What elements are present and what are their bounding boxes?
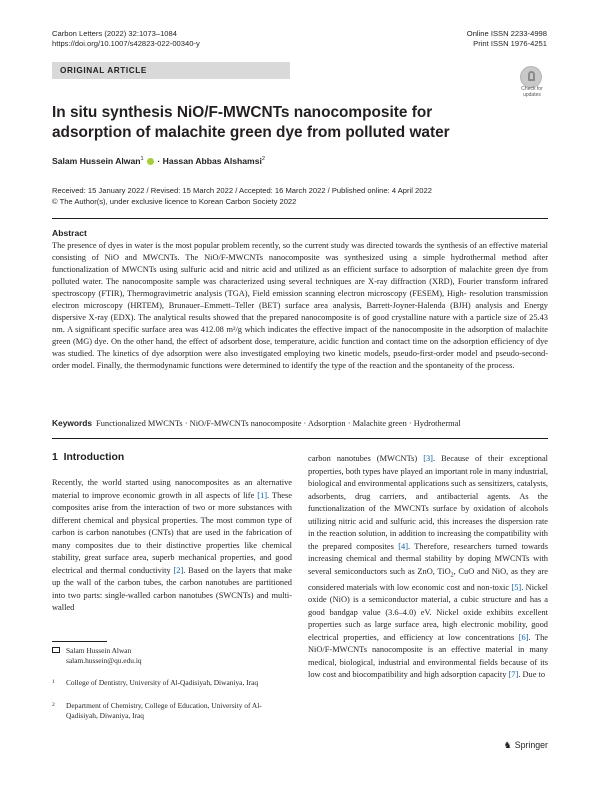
intro-column-right: carbon nanotubes (MWCNTs) [3]. Because of their exceptional properties, both types have played an important role in many industrial, biological and environmental applications such as sensitizers, catalysts, adsorbents, drug carriers, and antibacterial agents. As the functionalization of the MWCNTs surface by oxidation of alcohols utilizing nitric acid and sulfuric acid, this increases the dispersion rate in the reaction solution, in addition to increasing the compatibility with the prepared composites [4]. Therefore, researchers turned towards increasing chemical and thermal stability by doping MWCNTs with several semiconductors such as ZnO, TiO$_2$, CuO and NiO, as they are considered materials with low economic cost and non-toxic [5]. Nickel oxide (NiO) is a semiconductor material, a cubic structure and has a good bandgap value (3.6–4.0) eV. Nickel oxide exhibits excellent properties such as large surface area, high electronic mobility, good electrical properties, and efficiency at low concentrations [6]. The NiO/F-MWCNTs nanocomposite is an effective material in many medical, biological, industrial and environmental fields because of its low cost and biocompatibility and high adsorption capacity [7]. Due to bbox=[308, 454, 548, 680]
divider bbox=[52, 218, 548, 219]
affiliation-number: 2 bbox=[52, 702, 55, 708]
affiliation-marker: 1 bbox=[140, 156, 144, 162]
affiliation-text: College of Dentistry, University of Al-Qadisiyah, Diwaniya, Iraq bbox=[66, 678, 259, 687]
abstract-text: The presence of dyes in water is the most popular problem recently, so the current study was directed towards the synthesis of an effective material consisting of NiO and MWCNTs. The NiO/F-MWCNTs nanocomposite was synthesized using a simple hydrothermal method after functionalization of MWCNTs using sulfuric acid and nitric acid and utilized as an efficient surface to adsorption of malachite green dye from polluted water. The nanocomposite sample was characterized using several techniques are X-ray diffraction (XRD), Fourier transform infrared spectroscopy (FTIR), Thermogravimetric analysis (TGA), Field emission scanning electron microscopy (FESEM), High- resolution transmission electron microscopy (HRTEM), Brunauer–Emmett–Teller (BET) surface area analysis, Barrett-Joyner-Halenda (BJH) analysis and Energy dispersive X-ray (EDX). The analytical results showed that the prepared nanocomposite is of good crystalline nature with a particle size of 25.43 nm. A significant specific surface area was 412.08 m²/g which indicates the effective impact of the nanocomposite in the adsorption of malachite green (MG) dye. On the other hand, the effect of adsorbent dose, temperature, acidic function and contact time on the adsorption efficiency of dye was studied. The kinetics of dye adsorption were also investigated employing two kinetic models, pseudo-first-order model and pseudo-second-order model. Finally, the thermodynamic functions were determined to identify the type of the reaction and the spontaneity of the process. bbox=[52, 241, 548, 370]
journal-header bbox=[52, 29, 200, 49]
publisher-logo bbox=[504, 740, 548, 751]
citation-link[interactable]: [1] bbox=[257, 490, 268, 500]
affiliation-marker: 2 bbox=[261, 156, 265, 162]
journal-citation: Carbon Letters (2022) 32:1073–1084 bbox=[52, 29, 177, 38]
affiliation-2 bbox=[52, 701, 282, 723]
author-separator: · bbox=[155, 156, 163, 166]
check-updates-text: Check for updates bbox=[521, 86, 543, 98]
intro-column-left: Recently, the world started using nanocomposites as an alternative material to improve economic growth in all aspects of life [1]. These composites arise from the interaction of two or more substances with different chemical and physical properties. The most common type of carbon is carbon nanotubes (CNTs) that are used in the fabrication of many composites due to their distinctive properties like chemical stability, great surface area, superb mechanical properties, and good electrical and thermal conductivity [2]. Based on the layers that make up the wall of the carbon tubes, the carbon nanotubes are partitioned into two parts: single-walled carbon nanotubes (SWCNTs) and multi-walled bbox=[52, 478, 292, 612]
author-list bbox=[52, 154, 265, 167]
issn-block bbox=[467, 29, 547, 49]
article-type-label: ORIGINAL ARTICLE bbox=[52, 62, 290, 79]
springer-horse-icon: ♞ bbox=[503, 740, 512, 750]
contact-email[interactable]: salam.hussein@qu.edu.iq bbox=[66, 656, 142, 665]
article-title: In situ synthesis NiO/F-MWCNTs nanocomposite for adsorption of malachite green dye from polluted water bbox=[52, 104, 450, 141]
envelope-icon bbox=[52, 647, 60, 653]
dates-line: Received: 15 January 2022 / Revised: 15 March 2022 / Accepted: 16 March 2022 / Published online: 4 April 2022 bbox=[52, 186, 432, 195]
bookmark-icon bbox=[520, 66, 542, 88]
affiliation-1 bbox=[52, 678, 282, 700]
publisher-name: Springer bbox=[514, 740, 548, 750]
orcid-icon[interactable] bbox=[147, 158, 154, 165]
citation-link[interactable]: [5] bbox=[511, 582, 522, 592]
print-issn: Print ISSN 1976-4251 bbox=[473, 39, 547, 48]
check-for-updates-badge[interactable] bbox=[514, 66, 550, 96]
contact-name: Salam Hussein Alwan bbox=[66, 646, 132, 655]
citation-link[interactable]: [6] bbox=[518, 632, 529, 642]
online-issn: Online ISSN 2233-4998 bbox=[466, 29, 547, 38]
publication-history bbox=[52, 186, 432, 207]
doi-link[interactable]: https://doi.org/10.1007/s42823-022-00340-y bbox=[52, 39, 200, 48]
author-name[interactable]: Salam Hussein Alwan bbox=[52, 156, 141, 166]
copyright-line: © The Author(s), under exclusive licence to Korean Carbon Society 2022 bbox=[52, 196, 297, 206]
affiliation-text: Department of Chemistry, College of Education, University of Al-Qadisiyah, Diwaniya, Iraq bbox=[66, 701, 262, 720]
footnote-rule bbox=[52, 641, 107, 642]
citation-link[interactable]: [4] bbox=[398, 541, 408, 551]
affiliation-number: 1 bbox=[52, 679, 55, 685]
citation-link[interactable]: [2] bbox=[173, 565, 184, 575]
abstract-heading: Abstract bbox=[52, 228, 87, 238]
keywords bbox=[52, 418, 548, 429]
divider bbox=[52, 438, 548, 439]
keywords-list: Functionalized MWCNTs · NiO/F-MWCNTs nanocomposite · Adsorption · Malachite green · Hydrothermal bbox=[96, 419, 461, 428]
author-name[interactable]: Hassan Abbas Alshamsi bbox=[162, 156, 262, 166]
section-title: Introduction bbox=[63, 452, 125, 463]
corresponding-author bbox=[52, 646, 282, 668]
keywords-label: Keywords bbox=[52, 418, 93, 428]
section-number: 1 bbox=[52, 452, 58, 463]
citation-link[interactable]: [7] bbox=[508, 670, 519, 680]
citation-link[interactable]: [3] bbox=[423, 454, 433, 463]
section-heading bbox=[52, 452, 124, 463]
